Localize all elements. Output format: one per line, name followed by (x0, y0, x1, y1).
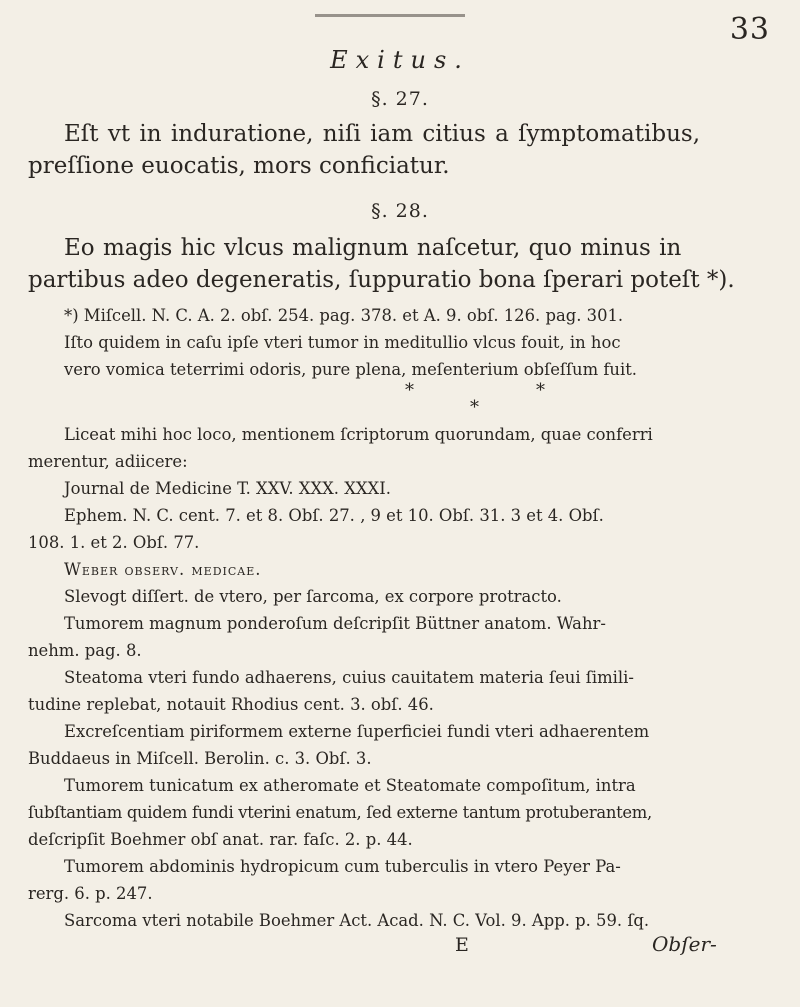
reference-line: Tumorem tunicatum ex atheromate et Steatomate compoſitum, intra (64, 776, 636, 795)
signature-mark: E (455, 934, 469, 956)
footnote-line: *) Miſcell. N. C. A. 2. obſ. 254. pag. 378. et A. 9. obſ. 126. pag. 301. (64, 306, 624, 325)
section-number: §. 27. (371, 88, 429, 110)
paragraph-line: preſſione euocatis, mors conficiatur. (28, 153, 450, 179)
reference-line: Ephem. N. C. cent. 7. et 8. Obſ. 27. ‚ 9 et 10. Obſ. 31. 3 et 4. Obſ. (64, 506, 604, 525)
reference-line: tudine replebat, notauit Rhodius cent. 3. obſ. 46. (28, 695, 434, 714)
reference-line: Steatoma vteri fundo adhaerens, cuius cauitatem materia ſeui ſimili- (64, 668, 634, 687)
separator-star: * (536, 380, 545, 401)
reference-line: Tumorem abdominis hydropicum cum tuberculis in vtero Peyer Pa- (64, 857, 621, 876)
reference-line: Journal de Medicine T. XXV. XXX. XXXI. (64, 479, 391, 498)
reference-line: Sarcoma vteri notabile Boehmer Act. Acad. N. C. Vol. 9. App. p. 59. ſq. (64, 911, 650, 930)
reference-line: nehm. pag. 8. (28, 641, 142, 660)
section-number: §. 28. (371, 200, 429, 222)
reference-line: Slevogt diſſert. de vtero, per ſarcoma, ex corpore protracto. (64, 587, 562, 606)
reference-line: Excreſcentiam piriformem externe ſuperficiei fundi vteri adhaerentem (64, 722, 650, 741)
reference-line: Tumorem magnum ponderoſum deſcripſit Büttner anatom. Wahr- (64, 614, 606, 633)
paragraph-line: Eſt vt in induratione, niſi iam citius a ſymptomatibus, (64, 121, 701, 147)
header-rule (315, 14, 465, 17)
footnote-line: vero vomica teterrimi odoris, pure plena, meſenterium obſeſſum fuit. (64, 360, 638, 379)
chapter-heading: Exitus. (330, 46, 470, 74)
footnote-line: Iſto quidem in caſu ipſe vteri tumor in meditullio vlcus fouit, in hoc (64, 333, 621, 352)
reference-line: rerg. 6. p. 247. (28, 884, 153, 903)
reference-line: Buddaeus in Miſcell. Berolin. c. 3. Obſ. 3. (28, 749, 372, 768)
paragraph-line: partibus adeo degeneratis, ſuppuratio bona ſperari poteſt *). (28, 267, 735, 293)
reference-line: Weber obſerv. medicae. (64, 560, 262, 579)
reference-line: 108. 1. et 2. Obſ. 77. (28, 533, 200, 552)
catchword: Obſer- (652, 932, 717, 956)
intro-line: Liceat mihi hoc loco, mentionem ſcriptorum quorundam, quae conferri (64, 425, 653, 444)
paragraph-line: Eo magis hic vlcus malignum naſcetur, quo minus in (64, 235, 682, 261)
page-number: 33 (729, 12, 770, 47)
intro-line: merentur, adiicere: (28, 452, 188, 471)
separator-star: * (405, 380, 414, 401)
separator-star: * (470, 397, 479, 418)
reference-line: ſubſtantiam quidem fundi vterini enatum, ſed externe tantum protuberantem, (28, 803, 652, 822)
reference-line: deſcripſit Boehmer obſ anat. rar. faſc. 2. p. 44. (28, 830, 413, 849)
